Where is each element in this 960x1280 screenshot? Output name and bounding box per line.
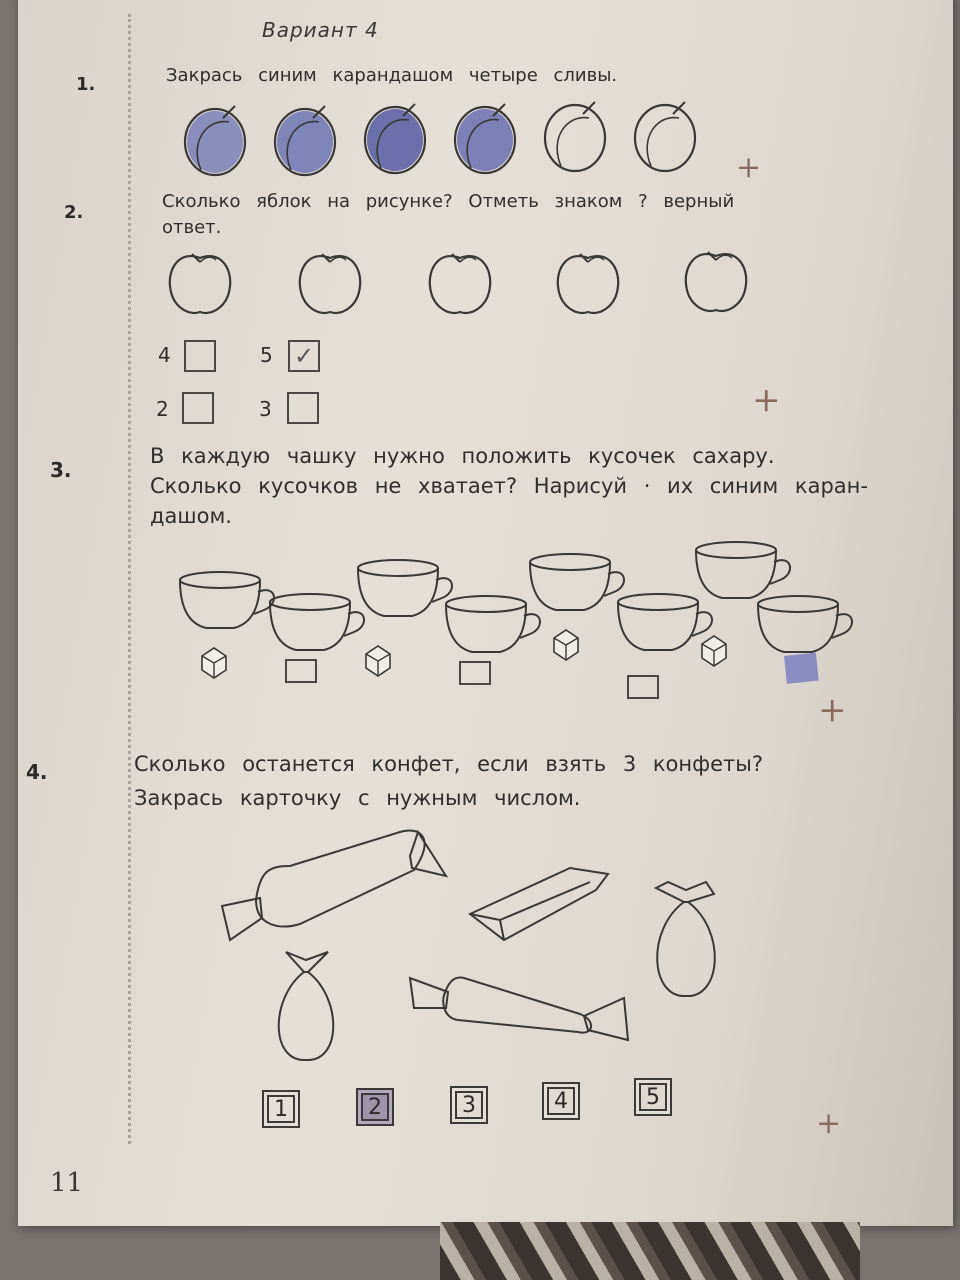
option-4-label: 4: [158, 343, 171, 367]
task-1-text: Закрась синим карандашом четыре сливы.: [166, 65, 618, 86]
empty-square-4: [460, 662, 490, 684]
card-2-filled[interactable]: 2: [356, 1088, 394, 1126]
binding-dots: [128, 14, 131, 1144]
task-3-text-line3: дашом.: [150, 504, 232, 528]
sugar-cube-1: [202, 648, 226, 678]
candies-illustration: [200, 830, 740, 1060]
apples-illustration: [160, 250, 760, 320]
plum-6: [635, 102, 695, 171]
cup-3: [358, 560, 452, 616]
cup-1: [180, 572, 274, 628]
cup-4: [446, 596, 540, 652]
apple-1: [170, 254, 230, 313]
plum-2-colored: [275, 106, 335, 175]
background-cloth: [440, 1222, 860, 1280]
card-3[interactable]: 3: [450, 1086, 488, 1124]
sugar-cube-3: [366, 646, 390, 676]
task-2-number: 2.: [64, 202, 84, 223]
plum-1-colored: [185, 106, 245, 175]
candy-bag-3: [656, 882, 715, 996]
task-2-text-line2: ответ.: [162, 217, 222, 238]
cup-5: [530, 554, 624, 610]
apple-3: [430, 254, 490, 313]
task-4-number: 4.: [26, 760, 48, 784]
pen-mark-2: +: [752, 380, 781, 420]
task-2-text-line1: Сколько яблок на рисунке? Отметь знаком ? верный: [162, 191, 735, 212]
candy-bag-4: [279, 952, 334, 1060]
card-1[interactable]: 1: [262, 1090, 300, 1128]
card-5[interactable]: 5: [634, 1078, 672, 1116]
task-3-text-line1: В каждую чашку нужно положить кусочек сахару.: [150, 444, 775, 468]
cups-illustration: [170, 540, 860, 720]
option-2-checkbox[interactable]: [182, 392, 214, 424]
option-5-checkbox[interactable]: ✓: [288, 340, 320, 372]
page-number: 11: [50, 1168, 84, 1198]
task-4-text-line2: Закрась карточку с нужным числом.: [134, 786, 581, 810]
option-3-checkbox[interactable]: [287, 392, 319, 424]
sugar-cube-7: [702, 636, 726, 666]
pen-mark-3: +: [818, 690, 847, 730]
variant-heading: Вариант 4: [262, 18, 379, 42]
plums-illustration: [170, 100, 730, 180]
plum-4-colored: [455, 104, 515, 173]
apple-2: [300, 254, 360, 313]
option-2-label: 2: [156, 397, 169, 421]
apple-4: [558, 254, 618, 313]
candy-wrapped-5: [410, 978, 628, 1041]
empty-square-6: [628, 676, 658, 698]
drawn-sugar-8: [784, 653, 819, 684]
task-3-number: 3.: [50, 458, 72, 482]
task-4-text-line1: Сколько останется конфет, если взять 3 конфеты?: [134, 752, 763, 776]
task-3-text-line2: Сколько кусочков не хватает? Нарисуй · их синим каран-: [150, 474, 868, 498]
cup-7: [696, 542, 790, 598]
plum-3-colored: [365, 104, 425, 173]
candy-bar-2: [470, 868, 608, 940]
apple-5: [686, 252, 746, 311]
cup-6: [618, 594, 712, 650]
cup-2: [270, 594, 364, 650]
plum-5: [545, 102, 605, 171]
candy-wrapped-1: [222, 831, 446, 940]
pen-mark-1: +: [736, 150, 762, 185]
task-1-number: 1.: [76, 74, 96, 95]
empty-square-2: [286, 660, 316, 682]
pen-mark-4: +: [816, 1106, 842, 1141]
option-3-label: 3: [259, 397, 272, 421]
sugar-cube-5: [554, 630, 578, 660]
card-4[interactable]: 4: [542, 1082, 580, 1120]
option-4-checkbox[interactable]: [184, 340, 216, 372]
option-5-label: 5: [260, 343, 273, 367]
cup-8: [758, 596, 852, 652]
